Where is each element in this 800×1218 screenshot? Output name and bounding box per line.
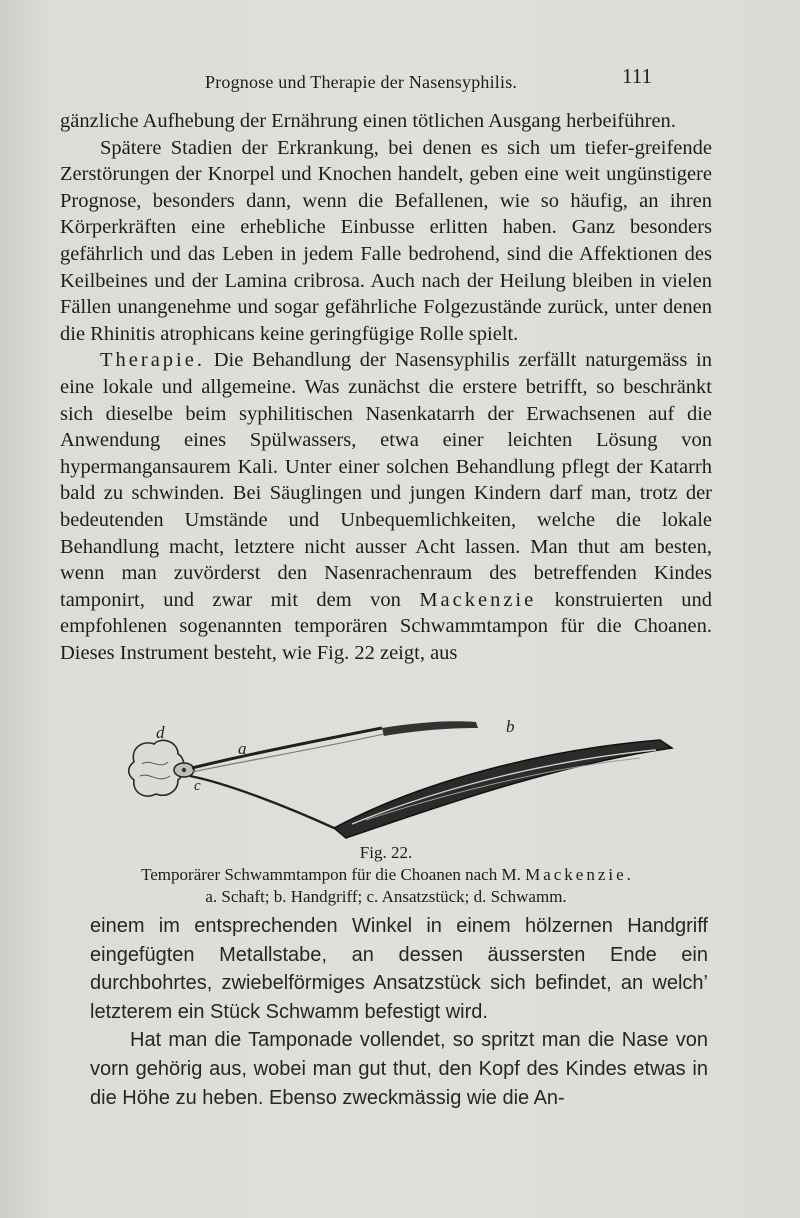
figure-title <box>60 864 712 886</box>
author-name-mackenzie: Mackenzie <box>419 588 537 611</box>
figure-title-end: . <box>626 865 631 884</box>
figure-22-illustration <box>120 712 680 842</box>
paragraph-1: gänzliche Aufhebung der Ernährung einen tötlichen Ausgang herbeiführen. <box>60 110 676 132</box>
body-text-bottom <box>90 912 708 1112</box>
paragraph-5: Hat man die Tamponade vollendet, so spritzt man die Nase von vorn gehörig aus, wobei man gut thut, den Kopf des Kindes etwas in die Höhe zu heben. Ebenso zweckmässig wie die An- <box>90 1029 708 1109</box>
figure-legend: a. Schaft; b. Handgriff; c. Ansatzstück; d. Schwamm. <box>205 887 567 906</box>
paragraph-3-text-b: konstruierten und empfohlenen sogenannten temporären Schwammtampon für die Choanen. Dieses Instrument besteht, wie Fig. 22 zeigt, aus <box>60 588 712 664</box>
label-d: d <box>156 723 165 742</box>
figure-number: Fig. 22. <box>359 843 413 862</box>
label-b: b <box>506 717 515 736</box>
figure-title-name: Mackenzie <box>525 865 627 884</box>
page-number: 111 <box>622 64 652 88</box>
wooden-handle <box>334 740 672 838</box>
label-a: a <box>238 739 247 758</box>
paragraph-4: einem im entsprechenden Winkel in einem hölzernen Handgriff eingefügten Metallstabe, an dessen äussersten Ende ein durchbohrtes, zwiebelförmiges Ansatzstück sich befindet, an welch’ letzterem ein Stück Schwamm befestigt wird. <box>90 915 708 1023</box>
label-c: c <box>194 778 201 794</box>
body-text-top <box>60 108 712 666</box>
figure-title-text: Temporärer Schwammtampon für die Choanen nach M. <box>141 865 526 884</box>
metal-shaft <box>192 728 382 768</box>
section-heading-therapie: Therapie. <box>100 349 205 372</box>
figure-caption <box>60 842 712 908</box>
running-title: Prognose und Therapie der Nasensyphilis. <box>205 72 518 92</box>
paragraph-3-text-a: Die Behandlung der Nasensyphilis zerfällt naturgemäss in eine lokale und allgemeine. Was zunächst die erstere betrifft, so beschränkt sich dieselbe beim syphilitischen Nasenkatarrh der Erwachsenen auf die Anwendung eines Spülwassers, etwa einer leichten Lösung von hypermangansaurem Kali. Unter einer solchen Behandlung pflegt der Katarrh bald zu schwinden. Bei Säuglingen und jungen Kindern darf man, trotz der bedeutenden Umstände und Unbequemlichkeiten, welche die lokale Behandlung macht, letztere nicht ausser Acht lassen. Man thut am besten, wenn man zuvörderst den Nasenrachenraum des betreffenden Kindes tamponirt, und zwar mit dem von <box>60 349 712 611</box>
page-header <box>0 64 800 104</box>
paragraph-3 <box>60 347 712 666</box>
paragraph-2: Spätere Stadien der Erkrankung, bei denen es sich um tiefer-greifende Zerstörungen der Knorpel und Knochen handelt, geben eine weit ungünstigere Prognose, besonders dann, wenn die Befallenen, wie so häufig, an ihren Körperkräften eine erhebliche Einbusse erlitten haben. Ganz besonders gefährlich und das Leben in jedem Falle bedrohend, sind die Affektionen des Keilbeines und der Lamina cribrosa. Auch nach der Heilung bleiben in vielen Fällen unangenehme und sogar gefährliche Folgezustände zurück, unter denen die Rhinitis atrophicans keine geringfügige Rolle spielt. <box>60 136 712 345</box>
sponge-tampon-drawing <box>120 712 680 842</box>
